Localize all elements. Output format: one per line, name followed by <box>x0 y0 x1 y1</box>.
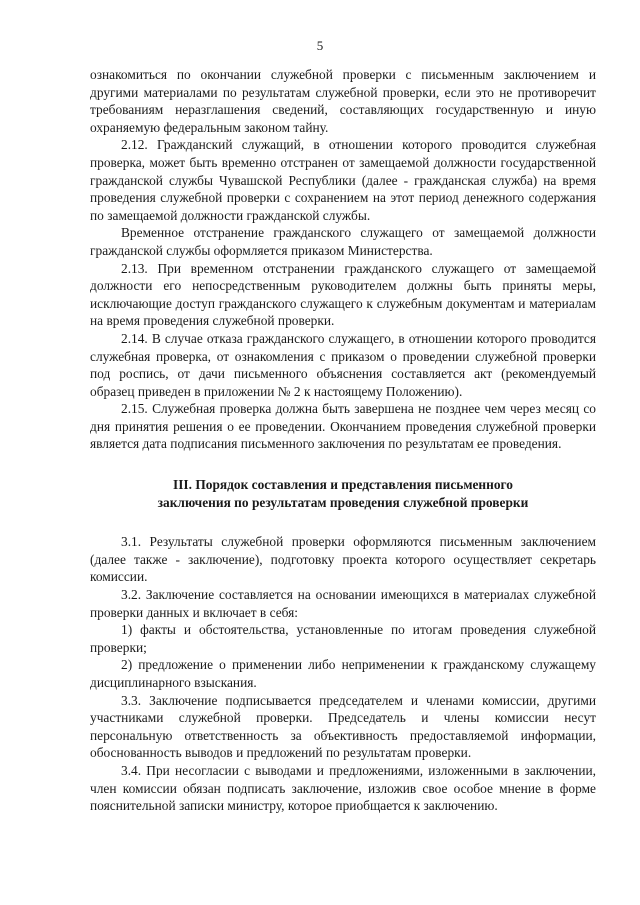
paragraph-2-12: 2.12. Гражданский служащий, в отношении которого проводится служебная проверка, может быть временно отстранен от замещаемой должности государственной гражданской службы Чувашской Республики (далее - гражданская служба) на время проведения служебной проверки с сохранением на этот период денежного содержания по замещаемой должности гражданской службы. <box>90 137 596 223</box>
paragraph-2-15: 2.15. Служебная проверка должна быть завершена не позднее чем через месяц со дня принятия решения о ее проведении. Окончанием проведения служебной проверки является дата подписания письменного заключения по результатам ее проведения. <box>90 401 596 452</box>
document-body <box>90 66 596 815</box>
paragraph-continuation: ознакомиться по окончании служебной проверки с письменным заключением и другими материалами по результатам служебной проверки, если это не противоречит требованиям неразглашения сведений, составляющих государственную и иную охраняемую федеральным законом тайну. <box>90 67 596 135</box>
paragraph-3-2-item-2: 2) предложение о применении либо неприменении к гражданскому служащему дисциплинарного взыскания. <box>90 657 596 690</box>
paragraph-3-3: 3.3. Заключение подписывается председателем и членами комиссии, другими участниками служебной проверки. Председатель и члены комиссии несут персональную ответственность за объективность предоставляемой информации, обоснованность выводов и предложений по результатам проверки. <box>90 692 596 761</box>
paragraph-3-1: 3.1. Результаты служебной проверки оформляются письменным заключением (далее также - заключение), подготовку проекта которого осуществляет секретарь комиссии. <box>90 534 596 585</box>
paragraph-3-2: 3.2. Заключение составляется на основании имеющихся в материалах служебной проверки данных и включает в себя: <box>90 587 596 620</box>
page-number: 5 <box>316 38 324 53</box>
section-heading-line-2: заключения по результатам проведения служебной проверки <box>157 494 529 510</box>
paragraph-temporary-suspension: Временное отстранение гражданского служащего от замещаемой должности гражданской службы оформляется приказом Министерства. <box>90 225 596 258</box>
section-heading-line-1: III. Порядок составления и представления письменного <box>173 477 513 493</box>
paragraph-3-2-item-1: 1) факты и обстоятельства, установленные по итогам проведения служебной проверки; <box>90 622 596 655</box>
section-heading <box>90 476 596 511</box>
paragraph-2-14: 2.14. В случае отказа гражданского служащего, в отношении которого проводится служебная проверка, от ознакомления с приказом о проведении служебной проверки под роспись, от дачи письменного объяснения составляется акт (рекомендуемый образец приведен в приложении № 2 к настоящему Положению). <box>90 330 596 399</box>
paragraph-2-13: 2.13. При временном отстранении гражданского служащего от замещаемой должности его непосредственным руководителем должны быть приняты меры, исключающие доступ гражданского служащего к служебным документам и материалам на время проведения служебной проверки. <box>90 260 596 329</box>
paragraph-3-4: 3.4. При несогласии с выводами и предложениями, изложенными в заключении, член комиссии обязан подписать заключение, изложив свое особое мнение в форме пояснительной записки министру, которое приобщается к заключению. <box>90 762 596 814</box>
